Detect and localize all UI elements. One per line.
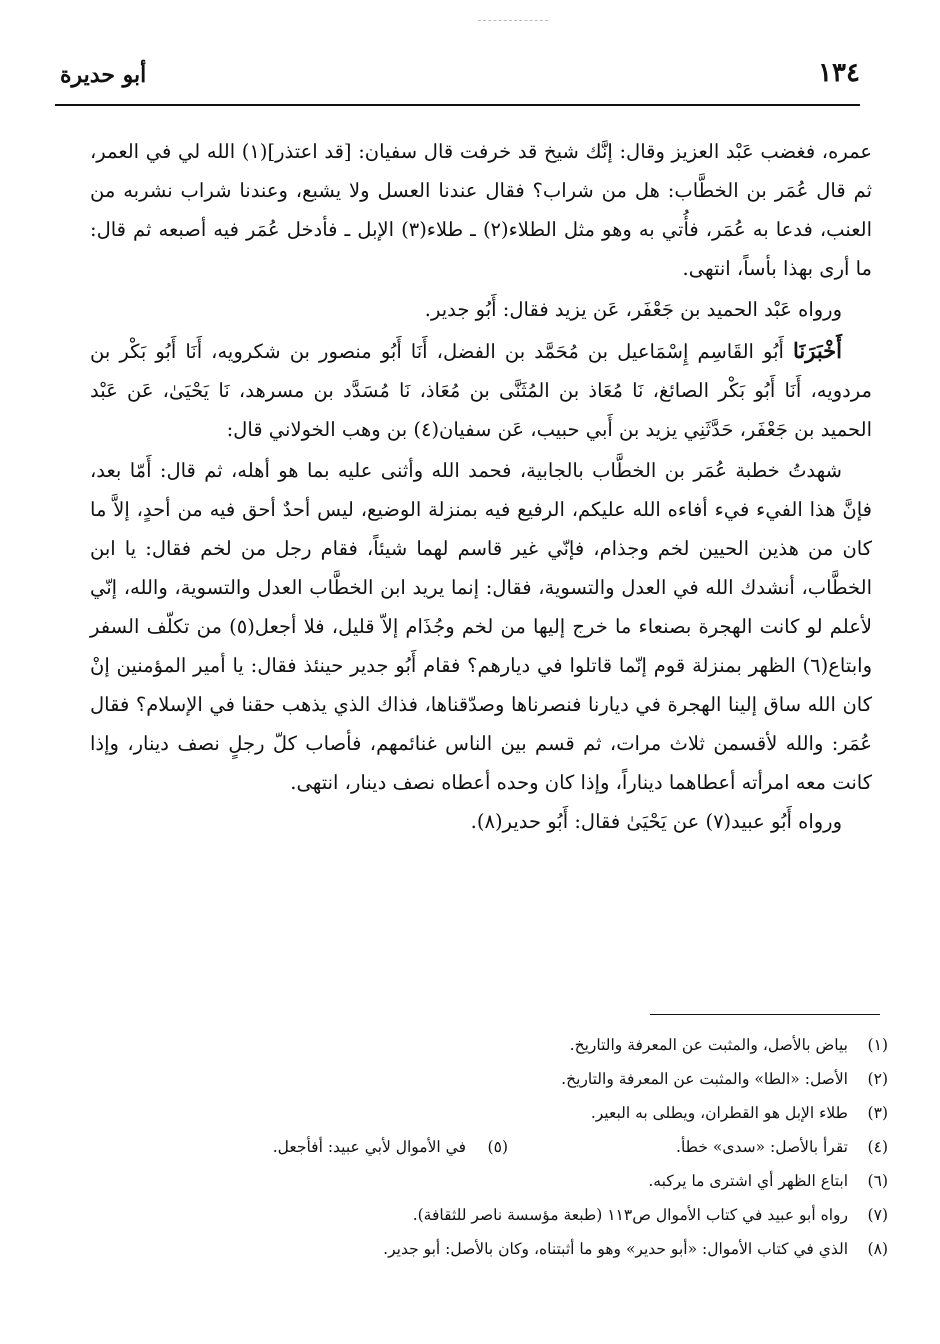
paragraph-1: عمره، فغضب عَبْد العزيز وقال: إنَّك شيخ قد خرفت قال سفيان: [قد اعتذر](١) الله لي في العمر، ثم قال عُمَر بن الخطَّاب: هل من شراب؟ فقال عندنا العسل ولا يشبع، وعندنا شراب نشربه من العنب، فدعا به عُمَر، فأُتي به وهو مثل الطلاء(٢) ـ طلاء(٣) الإبل ـ فأدخل عُمَر فيه أصبعه ثم قال: ما أرى بهذا بأساً، انتهى. <box>90 140 872 280</box>
footnote-text: طلاء الإبل هو القطران، ويطلى به البعير. <box>590 1104 848 1122</box>
footnote-number: (٦) <box>867 1172 888 1190</box>
header-rule <box>55 104 860 106</box>
footnote-number: (٤) <box>867 1138 888 1156</box>
footnote-item <box>80 1062 888 1096</box>
footnote-text: في الأموال لأبي عبيد: أفأجعل. <box>272 1138 466 1156</box>
footnote-side-item <box>273 1130 508 1164</box>
paragraph-3 <box>90 331 872 449</box>
footnote-item <box>80 1028 888 1062</box>
top-dash-mark <box>478 20 548 21</box>
page-number: ١٣٤ <box>818 58 860 88</box>
footnote-item <box>80 1096 888 1130</box>
paragraph-2: ورواه عَبْد الحميد بن جَعْفَر، عَن يزيد فقال: أَبُو جدير. <box>424 298 842 321</box>
footnote-number: (٣) <box>867 1104 888 1122</box>
footnote-item <box>80 1198 888 1232</box>
footnote-number: (٧) <box>867 1206 888 1224</box>
footnotes <box>80 1028 888 1266</box>
footnote-text: بياض بالأصل، والمثبت عن المعرفة والتاريخ. <box>569 1036 848 1054</box>
footnote-text: تقرأ بالأصل: «سدى» خطأ. <box>676 1138 848 1156</box>
paragraph-3-text: أَبُو القَاسِم إِسْمَاعيل بن مُحَمَّد بن الفضل، أَنَا أَبُو منصور بن شكرويه، أَنَا أَبُو بَكْر بن مردويه، أَنَا أَبُو بَكْر الصائغ، نَا مُعَاذ بن المُثَنَّى بن مُعَاذ، نَا مُسَدَّد بن مسرهد، نَا يَحْيَىٰ، عَن عَبْد الحميد بن جَعْفَر، حَدَّثَنِي يزيد بن أَبي حبيب، عَن سفيان(٤) بن وهب الخولاني قال: <box>90 340 872 441</box>
footnote-item <box>80 1232 888 1266</box>
footnote-item <box>80 1164 888 1198</box>
akhbarana-lead: أَخْبَرَنَا <box>793 338 842 363</box>
footnote-number: (٨) <box>867 1240 888 1258</box>
paragraph-4: شهدتُ خطبة عُمَر بن الخطَّاب بالجابية، فحمد الله وأثنى عليه بما هو أهله، ثم قال: أَمّا بعد، فإنَّ هذا الفيء فيء أفاءه الله عليكم، الرفيع فيه بمنزلة الوضيع، ليس أحدٌ أحق فيه من أحدٍ، إلاَّ ما كان من هذين الحيين لخم وجذام، فإنّي غير قاسم لهما شيئاً، فقام رجل من لخم فقال: يا ابن الخطَّاب، أنشدك الله في العدل والتسوية، فقال: إنما يريد ابن الخطَّاب العدل والتسوية، والله، إنّي لأعلم لو كانت الهجرة بصنعاء ما خرج إليها من لخم وجُذَام إلاّ قليل، فلا أجعل(٥) من تكلّف السفر وابتاع(٦) الظهر بمنزلة قوم إنّما قاتلوا في ديارهم؟ فقام أَبُو جدير حينئذ فقال: يا أمير المؤمنين إنْ كان الله ساق إلينا الهجرة في ديارنا فنصرناها وصدّقناها، فذاك الذي يذهب حقنا في الإسلام؟ فقال عُمَر: والله لأقسمن ثلاث مرات، ثم قسم بين الناس غنائمهم، فأصاب كلّ رجلٍ نصف دينار، وإذا كانت معه امرأته أعطاهما ديناراً، وإذا كان وحده أعطاه نصف دينار، انتهى. <box>90 459 872 794</box>
footnote-number: (١) <box>867 1036 888 1054</box>
footnote-text: ابتاع الظهر أي اشترى ما يركبه. <box>648 1172 848 1190</box>
running-title: أبو حديرة <box>60 62 147 88</box>
footnote-rule <box>650 1014 880 1015</box>
footnote-text: رواه أبو عبيد في كتاب الأموال ص١١٣ (طبعة مؤسسة ناصر للثقافة). <box>412 1206 848 1224</box>
footnote-number: (٢) <box>867 1070 888 1088</box>
page-header <box>60 52 890 100</box>
footnote-item <box>80 1130 888 1164</box>
main-text <box>90 132 872 841</box>
paragraph-5: ورواه أَبُو عبيد(٧) عن يَحْيَىٰ فقال: أَبُو حدير(٨). <box>470 810 842 833</box>
footnote-number: (٥) <box>487 1138 508 1156</box>
footnote-text: الأصل: «الطا» والمثبت عن المعرفة والتاريخ. <box>561 1070 848 1088</box>
footnote-text: الذي في كتاب الأموال: «أبو حدير» وهو ما أثبتناه، وكان بالأصل: أبو جدير. <box>383 1240 848 1258</box>
